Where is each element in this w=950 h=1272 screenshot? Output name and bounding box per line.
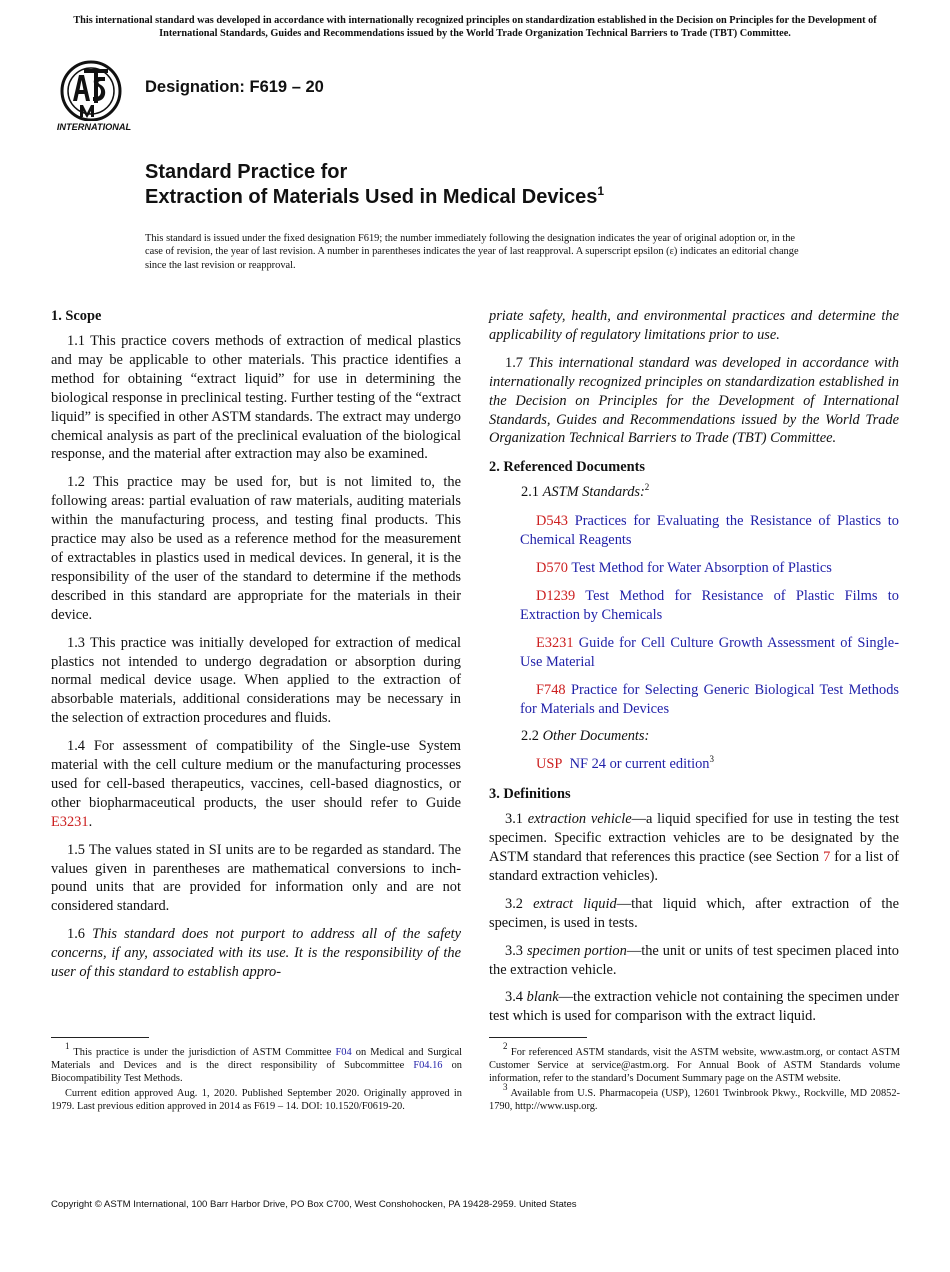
copyright-line: Copyright © ASTM International, 100 Barr Harbor Drive, PO Box C700, West Conshohocken, PA 19428-2959. United States [51,1199,577,1210]
astm-standards-heading: 2.1 ASTM Standards:$^2$ [521,482,650,501]
top-notice: This international standard was developed in accordance with internationally recognized principles on standardization established in the Decision on Principles for the Development of International Standards, Guides and Recommendations issued by the World Trade Organization Technical Barriers to Trade (TBT) Committee. [73,15,877,39]
reference-item[interactable]: D1239 Test Method for Resistance of Plastic Films to Extraction by Chemicals [520,587,900,623]
footnote-rule-left [51,1037,149,1038]
left-column [51,307,461,991]
section-heading-definitions: 3. Definitions [489,786,571,803]
designation: Designation: F619 – 20 [145,78,324,96]
reference-list [489,512,899,718]
reference-item-usp[interactable]: USP NF 24 or current edition$^3$ [536,754,714,773]
link-section-7[interactable]: 7 [823,849,831,866]
paragraph-1-4: 1.4 For assessment of compatibility of the Single-use System material with the cell culture medium or the manufacturing processes used for cell-based therapeutics, vaccines, cell-based diagnostics, or other biopharmaceutical products, the user should refer to Guide E3231. [51,738,461,830]
title-line-1: Standard Practice for [145,161,348,183]
paragraph-1-6-continued: priate safety, health, and environmental practices and determine the applicability of regulatory limitations prior to use. [489,308,899,343]
definition-3-1: 3.1 extraction vehicle—a liquid specified for use in testing the test specimen. Specific extraction vehicles are to be designated by the ASTM standard that references this practice (see Section 7 for a list of standard extraction vehicles). [489,811,900,884]
reference-item[interactable]: E3231 Guide for Cell Culture Growth Assessment of Single-Use Material [520,634,899,670]
paragraph-1-6: 1.6 This standard does not purport to address all of the safety concerns, if any, associated with its use. It is the responsibility of the user of this standard to establish appro- [51,926,461,981]
paragraph-1-3: 1.3 This practice was initially developed for extraction of medical plastics not intended to undergo degradation or absorption during normal medical device usage. When applied to the extraction of absorbable materials, additional considerations may be necessary in the selection of extraction procedures and fluids. [51,634,461,727]
link-f04[interactable]: F04 [335,1047,352,1058]
definition-3-3: 3.3 specimen portion—the unit or units of test specimen placed into the extraction vehicle. [489,942,899,978]
link-f04-16[interactable]: F04.16 [413,1060,443,1072]
footnote-3: 3 Available from U.S. Pharmacopeia (USP), 12601 Twinbrook Pkwy., Rockville, MD 20852-1790, http://www.usp.org. [489,1081,900,1112]
reference-item[interactable]: D570 Test Method for Water Absorption of Plastics [536,560,832,577]
title-footnote-mark: 1 [597,184,605,198]
footnote-1: 1 This practice is under the jurisdiction of ASTM Committee F04 on Medical and Surgical Materials and Devices and is the direct responsibility of Subcommittee F04.16 on Biocompatibility Test Methods. [51,1041,462,1085]
other-documents-heading: 2.2 Other Documents: [521,728,650,745]
paragraph-1-2: 1.2 This practice may be used for, but is not limited to, the following areas: partial evaluation of raw materials, auditing materials within the manufacturing process, and testing final products. This practice may also be used as a reference method for the measurement of extractables in plastics used in medical devices. In general, it is the responsibility of the user of the standard to determine if the methods described in this standard are appropriate for the materials in their device. [51,474,461,623]
section-heading-scope: 1. Scope [51,308,102,324]
paragraph-1-5: 1.5 The values stated in SI units are to be regarded as standard. The values given in parentheses are mathematical conversions to inch-pound units that are provided for information only and are not considered standard. [51,841,461,915]
logo-text: INTERNATIONAL [56,122,132,132]
document-title [145,160,604,212]
definition-3-4: 3.4 blank—the extraction vehicle not containing the specimen under test which is used for comparison with the extract liquid. [489,989,899,1025]
footnote-2: 2 For referenced ASTM standards, visit the ASTM website, www.astm.org, or contact ASTM Customer Service at service@astm.org. For Annual Book of ASTM Standards volume information, refer to the standard’s Document Summary page on the ASTM website. [489,1041,900,1085]
paragraph-1-7: 1.7 This international standard was developed in accordance with internationally recognized principles on standardization established in the Decision on Principles for the Development of International Standards, Guides and Recommendations issued by the World Trade Organization Technical Barriers to Trade (TBT) Committee. [489,354,899,447]
paragraph-1-1: 1.1 This practice covers methods of extraction of medical plastics and may be applicable to other materials. This practice identifies a method for obtaining “extract liquid” for use in determining the biological response in preclinical testing. Further testing of the “extract liquid” is specified in other ASTM standards. The extract may undergo chemical analysis as part of the preclinical evaluation of the biological response, and the material after extraction may also be examined. [51,333,462,463]
astm-logo-icon [53,57,135,133]
definition-3-2: 3.2 extract liquid—that liquid which, after extraction of the specimen, is used in tests. [489,895,899,931]
section-heading-referenced-documents: 2. Referenced Documents [489,459,645,476]
title-line-2: Extraction of Materials Used in Medical Devices$^1$ [145,184,605,208]
right-column [489,307,899,1035]
issuance-note: This standard is issued under the fixed designation F619; the number immediately following the designation indicates the year of original adoption or, in the case of revision, the year of last revision. A number in parentheses indicates the year of last reapproval. A superscript epsilon (ε) indicates an editorial change since the last revision or reapproval. [145,233,799,271]
footnotes-right [489,1041,900,1114]
footnote-rule-right [489,1037,587,1038]
reference-item[interactable]: D543 Practices for Evaluating the Resistance of Plastics to Chemical Reagents [520,513,899,549]
reference-item[interactable]: F748 Practice for Selecting Generic Biological Test Methods for Materials and Devices [520,681,899,717]
footnote-1-edition: Current edition approved Aug. 1, 2020. Published September 2020. Originally approved in 1979. Last previous edition approved in 2014 as F619 – 14. DOI: 10.1520/F0619-20. [51,1087,462,1112]
link-e3231[interactable]: E3231 [51,813,89,830]
footnotes-left [51,1041,462,1114]
